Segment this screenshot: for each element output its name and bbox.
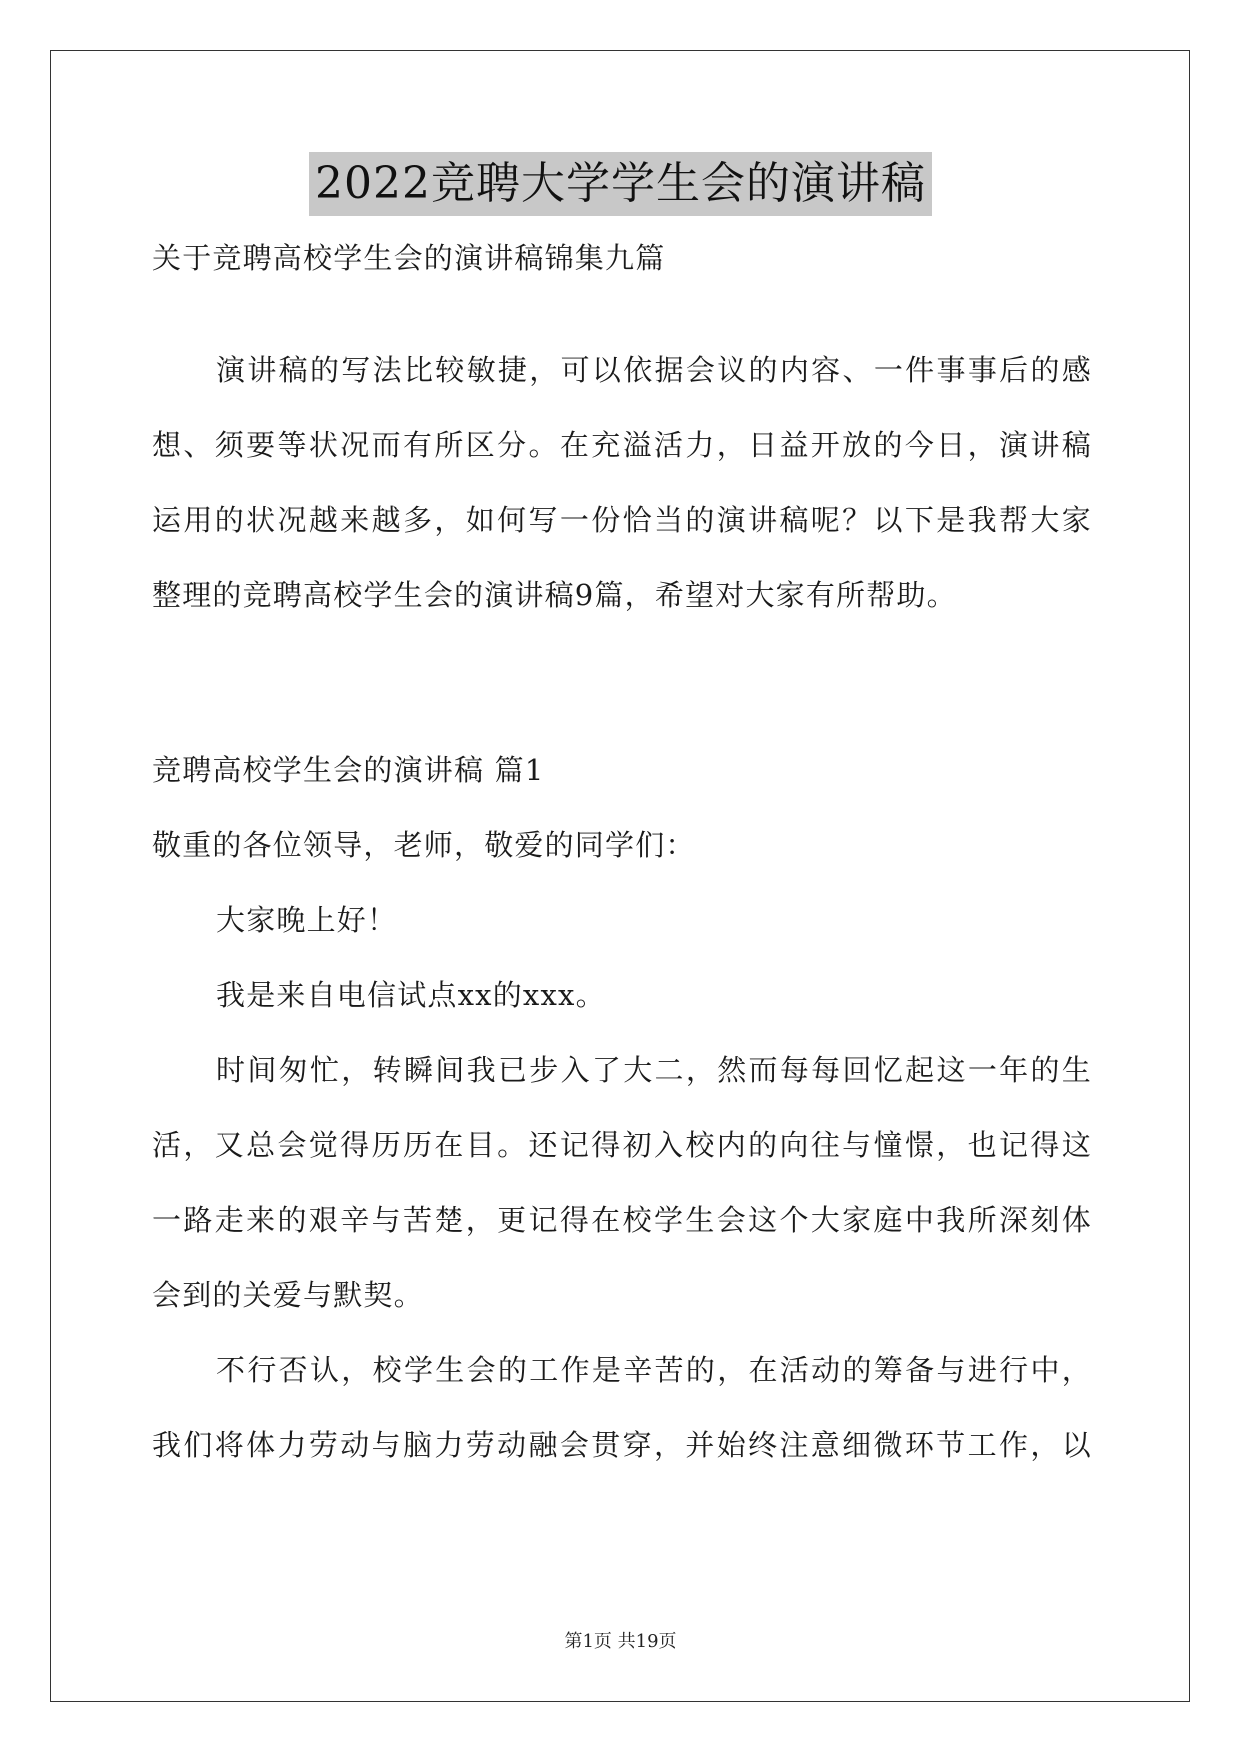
page-number: 第1页 共19页	[564, 1631, 677, 1652]
para3-line-1: 不行否认，校学生会的工作是辛苦的，在活动的筹备与进行中，	[216, 1353, 1092, 1387]
para2-line-2: 活，又总会觉得历历在目。还记得初入校内的向往与憧憬，也记得这	[152, 1128, 1092, 1162]
greeting: 大家晚上好！	[216, 903, 398, 937]
self-intro: 我是来自电信试点xx的xxx。	[216, 978, 606, 1012]
para2-line-3: 一路走来的艰辛与苦楚，更记得在校学生会这个大家庭中我所深刻体	[152, 1203, 1092, 1237]
salutation: 敬重的各位领导，老师，敬爱的同学们：	[152, 828, 696, 862]
para3-line-2: 我们将体力劳动与脑力劳动融会贯穿，并始终注意细微环节工作，以	[152, 1428, 1092, 1462]
intro-line-1: 演讲稿的写法比较敏捷，可以依据会议的内容、一件事事后的感	[216, 353, 1092, 387]
document-title: 2022竞聘大学学生会的演讲稿	[309, 152, 932, 216]
document-subtitle: 关于竞聘高校学生会的演讲稿锦集九篇	[152, 241, 666, 275]
title-container	[0, 152, 1241, 216]
intro-line-4: 整理的竞聘高校学生会的演讲稿9篇，希望对大家有所帮助。	[152, 578, 957, 612]
para2-line-4: 会到的关爱与默契。	[152, 1278, 424, 1312]
para2-line-1: 时间匆忙，转瞬间我已步入了大二，然而每每回忆起这一年的生	[216, 1053, 1092, 1087]
intro-line-3: 运用的状况越来越多，如何写一份恰当的演讲稿呢？以下是我帮大家	[152, 503, 1092, 537]
intro-line-2: 想、须要等状况而有所区分。在充溢活力，日益开放的今日，演讲稿	[152, 428, 1092, 462]
section-heading: 竞聘高校学生会的演讲稿 篇1	[152, 753, 545, 787]
